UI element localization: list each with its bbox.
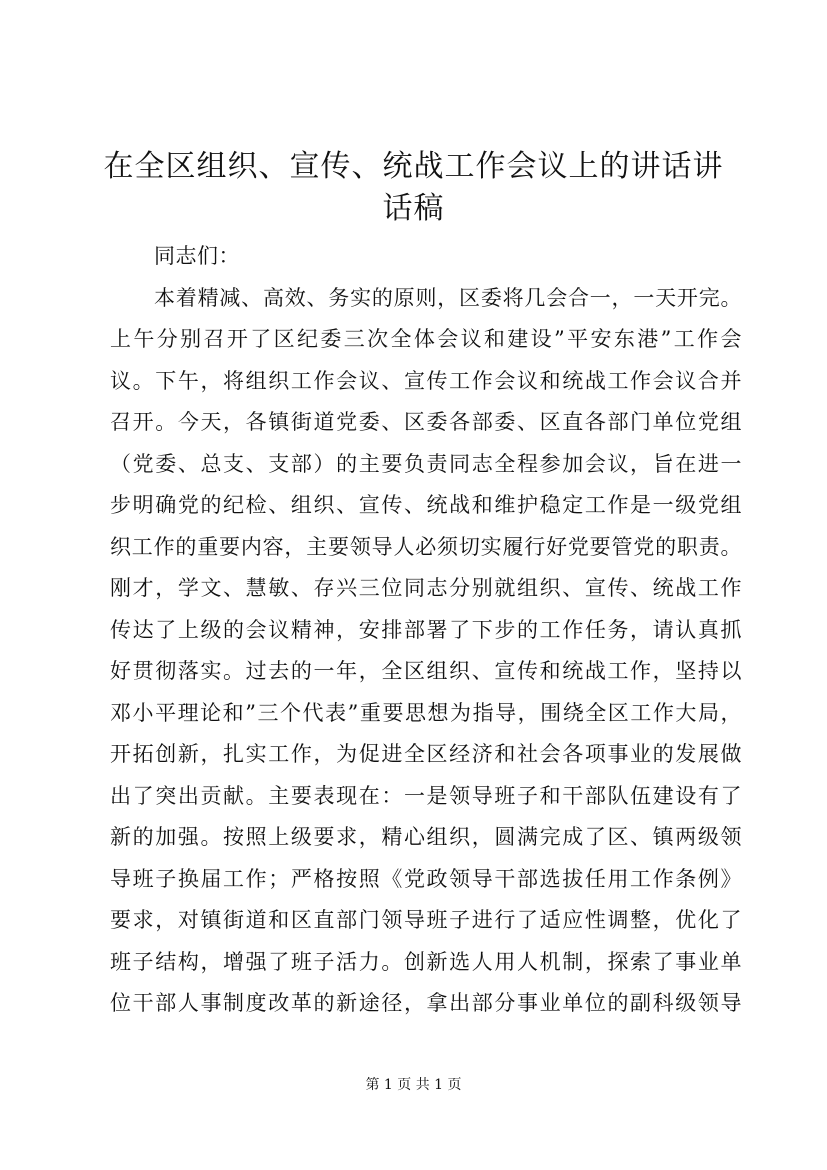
paragraph-line: 刚才，学文、慧敏、存兴三位同志分别就组织、宣传、统战工作 xyxy=(110,576,742,600)
paragraph-line: 步明确党的纪检、组织、宣传、统战和维护稳定工作是一级党组 xyxy=(110,493,742,517)
paragraph-line: 新的加强。按照上级要求，精心组织，圆满完成了区、镇两级领 xyxy=(110,825,742,849)
document-title xyxy=(100,146,727,230)
paragraph-line: 本着精减、高效、务实的原则，区委将几会合一，一天开完。 xyxy=(154,285,742,310)
paragraph-line: 班子结构，增强了班子活力。创新选人用人机制，探索了事业单 xyxy=(110,949,742,974)
paragraph-line: 传达了上级的会议精神，安排部署了下步的工作任务，请认真抓 xyxy=(110,617,742,642)
paragraph-line: 织工作的重要内容，主要领导人必须切实履行好党要管党的职责。 xyxy=(110,534,742,559)
paragraph-line: 上午分别召开了区纪委三次全体会议和建设”平安东港”工作会 xyxy=(110,327,742,351)
paragraph-line: 召开。今天，各镇街道党委、区委各部委、区直各部门单位党组 xyxy=(110,410,742,434)
paragraph-line: 议。下午，将组织工作会议、宣传工作会议和统战工作会议合并 xyxy=(110,368,742,393)
salutation: 同志们： xyxy=(154,244,240,268)
title-line-1: 在全区组织、宣传、统战工作会议上的讲话讲 xyxy=(103,149,724,184)
paragraph-line: 导班子换届工作；严格按照《党政领导干部选拔任用工作条例》 xyxy=(110,866,742,891)
paragraph-line: 位干部人事制度改革的新途径，拿出部分事业单位的副科级领导 xyxy=(110,991,742,1015)
paragraph-line: 邓小平理论和”三个代表”重要思想为指导，围绕全区工作大局， xyxy=(110,700,742,725)
paragraph-line: 出了突出贡献。主要表现在：一是领导班子和干部队伍建设有了 xyxy=(110,783,742,808)
page-number-footer: 第 1 页 共 1 页 xyxy=(365,1077,462,1093)
paragraph-line: 要求，对镇街道和区直部门领导班子进行了适应性调整，优化了 xyxy=(110,908,742,932)
paragraph-line: 好贯彻落实。过去的一年，全区组织、宣传和统战工作，坚持以 xyxy=(110,659,742,683)
paragraph-line: 开拓创新，扎实工作，为促进全区经济和社会各项事业的发展做 xyxy=(110,742,742,766)
document-body xyxy=(110,236,742,1025)
title-line-2: 话稿 xyxy=(382,191,445,226)
paragraph-line: （党委、总支、支部）的主要负责同志全程参加会议，旨在进一 xyxy=(110,451,742,476)
